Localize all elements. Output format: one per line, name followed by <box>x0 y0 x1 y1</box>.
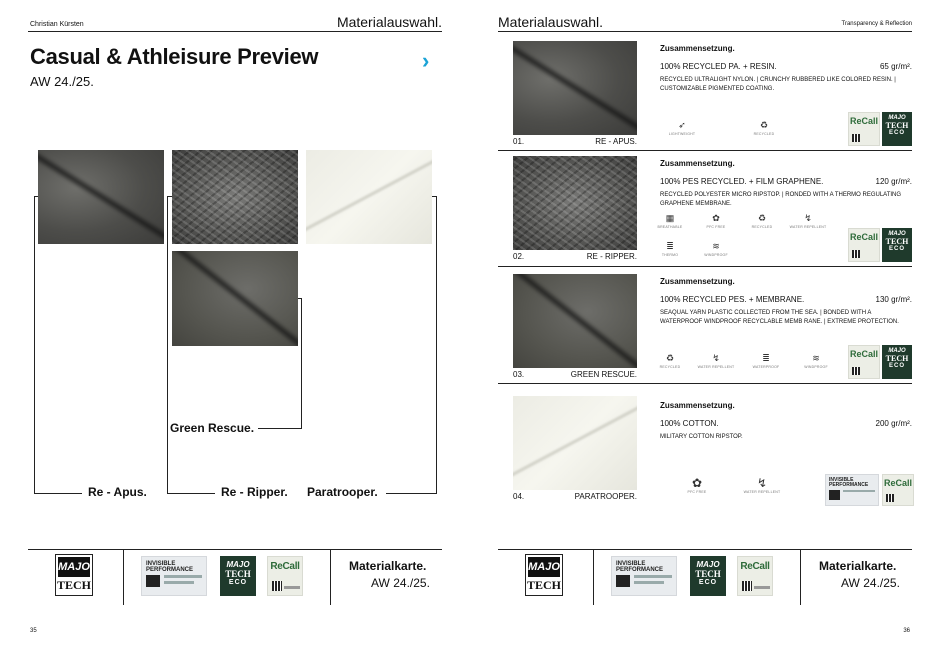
weight: 200 gr/m². <box>875 419 912 428</box>
page-number: 35 <box>30 628 37 634</box>
footer-season: AW 24./25. <box>841 576 900 590</box>
swatch-paratrooper <box>513 396 637 490</box>
composition-heading: Zusammensetzung. <box>660 277 735 286</box>
author-name: Christian Kürsten <box>30 21 84 28</box>
material-name: PARATROOPER. <box>574 492 637 501</box>
invisible-performance-logo: INVISIBLE PERFORMANCE <box>825 474 879 506</box>
wind-icon: ≋ WINDPROOF <box>704 241 728 257</box>
material-number: 04. <box>513 492 525 501</box>
footer-season: AW 24./25. <box>371 576 430 590</box>
material-name: RE - RIPPER. <box>586 252 637 261</box>
label-re-ripper: Re - Ripper. <box>221 485 288 499</box>
recycle-icon: ♻ RECYCLED <box>659 353 681 369</box>
layers-icon: ≣ THERMO <box>661 241 679 257</box>
swatch-re-ripper <box>172 150 298 244</box>
majo-tech-logo: MAJO TECH <box>525 554 563 596</box>
label-re-apus: Re - Apus. <box>88 485 147 499</box>
drop-icon: ↯ WATER REPELLENT <box>697 353 735 369</box>
wind-icon: ≋ WINDPROOF <box>804 353 828 369</box>
recycle-icon: ♻ RECYCLED <box>753 120 775 136</box>
recall-logo: ReCall <box>882 474 914 506</box>
season-label: AW 24./25. <box>30 74 94 89</box>
majo-tech-eco-logo: MAJO TECH ECO <box>882 112 912 146</box>
recall-logo: ReCall <box>848 345 880 379</box>
grid-icon: ▦ BREATHABLE <box>657 213 683 229</box>
description: RECYCLED ULTRALIGHT NYLON. | CRUNCHY RUBBERED LIKE COLORED RESIN. | CUSTOMIZABLE PIGMENTED COATING. <box>660 77 896 92</box>
majo-tech-eco-logo: MAJO TECH ECO <box>882 228 912 262</box>
description: SEAQUAL YARN PLASTIC COLLECTED FROM THE SEA. | BONDED WITH A WATERPROOF WINDPROOF RECYCLABLE MEMB RANE. | EXTREME PROTECTION. <box>660 310 899 325</box>
recall-logo: ReCall <box>737 556 773 596</box>
right-page <box>470 0 940 656</box>
weight: 130 gr/m². <box>875 295 912 304</box>
weight: 120 gr/m². <box>875 177 912 186</box>
footer-title: Materialkarte. <box>819 559 897 573</box>
header-rule <box>28 31 442 32</box>
composition: 100% RECYCLED PES. + MEMBRANE. <box>660 295 805 304</box>
material-number: 03. <box>513 370 525 379</box>
swatch-re-apus <box>513 41 637 135</box>
material-name: GREEN RESCUE. <box>570 370 637 379</box>
feather-icon: ➶ LIGHTWEIGHT <box>668 120 696 136</box>
drop-icon: ↯ WATER REPELLENT <box>789 213 827 229</box>
material-number: 01. <box>513 137 525 146</box>
invisible-performance-logo: INVISIBLE PERFORMANCE <box>141 556 207 596</box>
chevron-right-icon[interactable]: › <box>422 48 430 73</box>
composition-heading: Zusammensetzung. <box>660 401 735 410</box>
material-number: 02. <box>513 252 525 261</box>
flower-icon: ✿ PFC FREE <box>687 476 707 494</box>
page-number: 36 <box>903 628 910 634</box>
recall-logo: ReCall <box>848 112 880 146</box>
invisible-performance-logo: INVISIBLE PERFORMANCE <box>611 556 677 596</box>
recall-logo: ReCall <box>267 556 303 596</box>
drop-icon: ↯ WATER REPELLENT <box>743 476 781 494</box>
flower-icon: ✿ PFC FREE <box>706 213 726 229</box>
swatch-green-rescue <box>513 274 637 368</box>
majo-tech-eco-logo: MAJO TECH ECO <box>220 556 256 596</box>
page-title: Casual & Athleisure Preview <box>30 44 319 69</box>
description: RECYCLED POLYESTER MICRO RIPSTOP. | RONDED WITH A THERMO REGULATING GRAPHENE MEMBRANE. <box>660 192 902 207</box>
swatch-re-apus <box>38 150 164 244</box>
composition-heading: Zusammensetzung. <box>660 159 735 168</box>
description: MILITARY COTTON RIPSTOP. <box>660 434 743 440</box>
header-title: Materialauswahl. <box>336 14 442 30</box>
label-green-rescue: Green Rescue. <box>170 421 255 435</box>
layers-icon: ≣ WATERPROOF <box>752 353 780 369</box>
header-title: Materialauswahl. <box>498 14 604 30</box>
recycle-icon: ♻ RECYCLED <box>751 213 773 229</box>
composition-heading: Zusammensetzung. <box>660 44 735 53</box>
footer-title: Materialkarte. <box>349 559 427 573</box>
swatch-re-ripper <box>513 156 637 250</box>
majo-tech-eco-logo: MAJO TECH ECO <box>882 345 912 379</box>
composition: 100% COTTON. <box>660 419 719 428</box>
majo-tech-logo: MAJO TECH <box>55 554 93 596</box>
composition: 100% RECYCLED PA. + RESIN. <box>660 62 777 71</box>
majo-tech-eco-logo: MAJO TECH ECO <box>690 556 726 596</box>
swatch-paratrooper <box>306 150 432 244</box>
weight: 65 gr/m². <box>879 62 912 71</box>
composition: 100% PES RECYCLED. + FILM GRAPHENE. <box>660 177 824 186</box>
recall-logo: ReCall <box>848 228 880 262</box>
material-name: RE - APUS. <box>595 137 637 146</box>
swatch-green-rescue <box>172 251 298 346</box>
header-subtitle: Transparency & Reflection <box>841 21 912 27</box>
label-paratrooper: Paratrooper. <box>307 485 378 499</box>
